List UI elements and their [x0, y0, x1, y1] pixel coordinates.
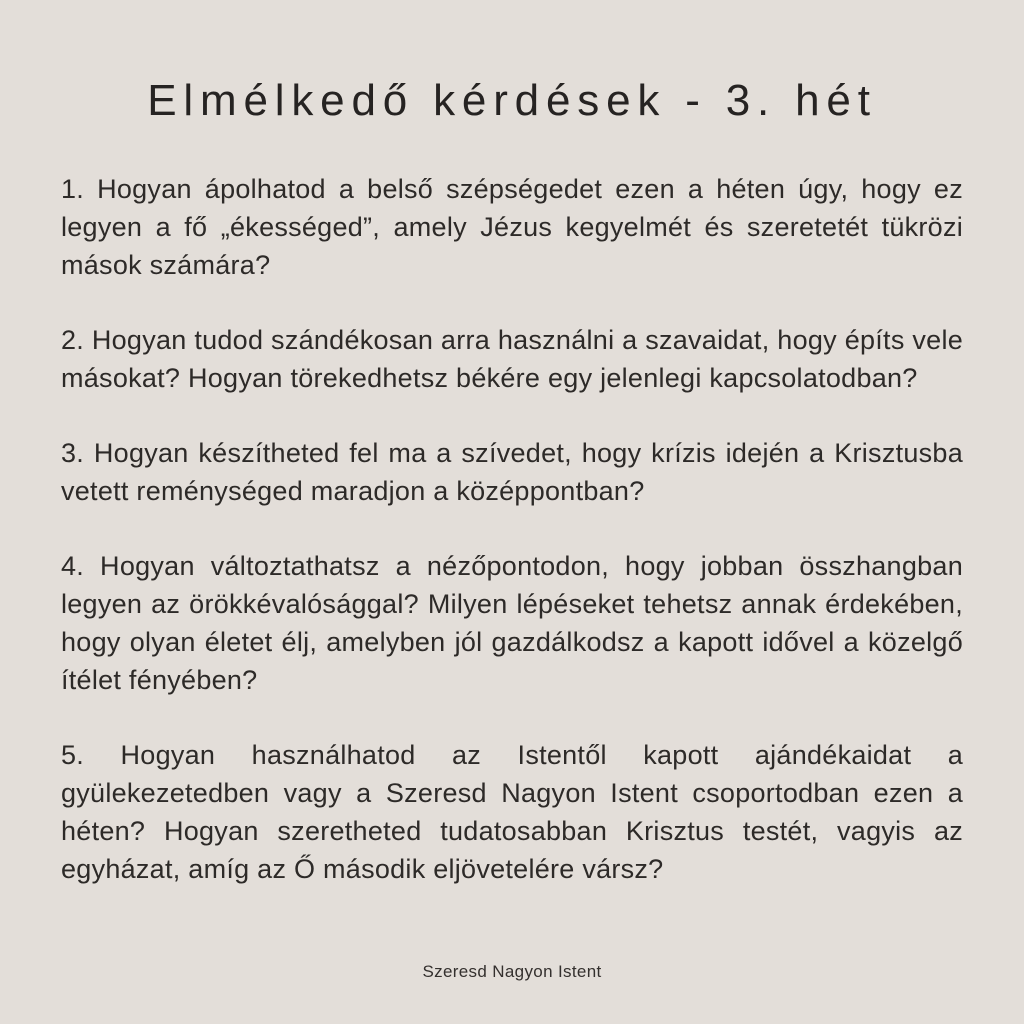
question-item-2: 2. Hogyan tudod szándékosan arra használni a szavaidat, hogy építs vele másokat? Hogyan törekedhetsz békére egy jelenlegi kapcsolatodban?	[61, 325, 963, 393]
question-item-1: 1. Hogyan ápolhatod a belső szépségedet ezen a héten úgy, hogy ez legyen a fő „ékességed”, amely Jézus kegyelmét és szeretetét tükrözi mások számára?	[61, 174, 963, 280]
footer-brand-text: Szeresd Nagyon Istent	[422, 962, 602, 981]
page-title: Elmélkedő kérdések - 3. hét	[147, 76, 877, 125]
question-item-4: 4. Hogyan változtathatsz a nézőpontodon, hogy jobban összhangban legyen az örökkévalósággal? Milyen lépéseket tehetsz annak érdekében, hogy olyan életet élj, amelyben jól gazdálkodsz a kapott idővel a közelgő ítélet fényében?	[61, 551, 963, 695]
questions-list	[0, 170, 1024, 888]
question-item-5: 5. Hogyan használhatod az Istentől kapott ajándékaidat a gyülekezetedben vagy a Szeresd Nagyon Istent csoportodban ezen a héten? Hogyan szeretheted tudatosabban Krisztus testét, vagyis az egyházat, amíg az Ő második eljövetelére vársz?	[61, 740, 963, 884]
question-item-3: 3. Hogyan készítheted fel ma a szívedet, hogy krízis idején a Krisztusba vetett reménységed maradjon a középpontban?	[61, 438, 963, 506]
